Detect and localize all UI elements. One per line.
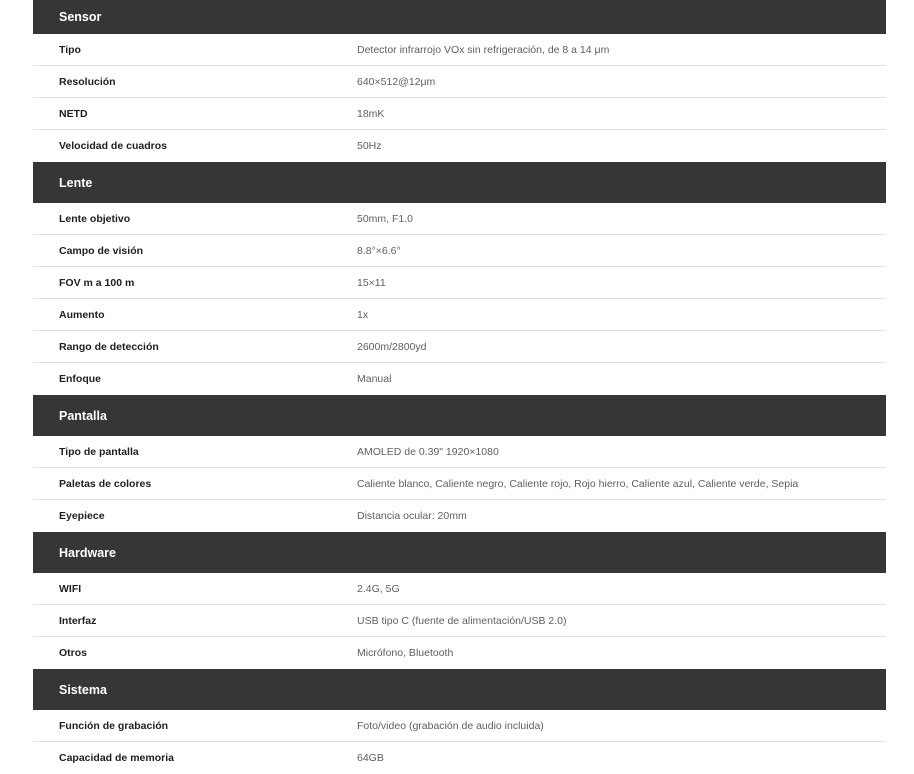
spec-row [33, 66, 886, 98]
spec-row [33, 98, 886, 130]
spec-label: Paletas de colores [59, 477, 152, 490]
spec-label: Enfoque [59, 373, 101, 385]
spec-row [33, 742, 886, 774]
spec-value: 2.4G, 5G [357, 582, 400, 595]
section-header-sensor [33, 0, 886, 34]
spec-value: 50Hz [357, 140, 382, 152]
spec-row [33, 34, 886, 66]
spec-value: 18mK [357, 107, 385, 120]
spec-label: Tipo [59, 43, 81, 56]
spec-value: 8.8°×6.6° [357, 244, 401, 257]
spec-row [33, 436, 886, 468]
section-title: Sensor [59, 10, 102, 24]
section-header-lente [33, 162, 886, 203]
spec-label: Interfaz [59, 614, 97, 627]
spec-value: 1x [357, 308, 369, 321]
spec-row [33, 500, 886, 532]
spec-label: Resolución [59, 75, 116, 88]
spec-row [33, 331, 886, 363]
spec-value: USB tipo C (fuente de alimentación/USB 2.0) [357, 614, 567, 627]
spec-label: Otros [59, 647, 88, 659]
spec-label: Capacidad de memoria [59, 752, 174, 764]
section-header-pantalla [33, 395, 886, 436]
spec-label: Función de grabación [59, 719, 169, 732]
spec-value: Caliente blanco, Caliente negro, Caliente rojo, Rojo hierro, Caliente azul, Caliente verde, Sepia [357, 477, 799, 490]
section-title: Sistema [59, 682, 107, 697]
spec-label: Eyepiece [59, 510, 105, 522]
spec-value: 15×11 [357, 276, 386, 289]
spec-value: Foto/video (grabación de audio incluida) [357, 719, 544, 732]
section-header-hardware [33, 532, 886, 573]
spec-label: NETD [59, 107, 88, 120]
spec-value: 64GB [357, 752, 384, 764]
spec-label: WIFI [59, 582, 82, 595]
spec-label: FOV m a 100 m [59, 276, 135, 289]
spec-value: 640×512@12μm [357, 75, 436, 88]
spec-value: AMOLED de 0.39" 1920×1080 [357, 445, 499, 458]
spec-row [33, 203, 886, 235]
spec-label: Campo de visión [59, 244, 144, 257]
section-header-sistema [33, 669, 886, 710]
spec-value: 2600m/2800yd [357, 340, 427, 353]
spec-label: Lente objetivo [59, 212, 131, 225]
spec-row [33, 299, 886, 331]
spec-row [33, 468, 886, 500]
section-title: Pantalla [59, 408, 107, 423]
spec-value: Distancia ocular: 20mm [357, 510, 467, 522]
spec-label: Tipo de pantalla [59, 445, 139, 458]
spec-row [33, 363, 886, 395]
spec-row [33, 235, 886, 267]
spec-label: Rango de detección [59, 340, 159, 353]
section-title: Hardware [59, 545, 116, 560]
spec-row [33, 267, 886, 299]
spec-row [33, 130, 886, 162]
spec-row [33, 710, 886, 742]
spec-row [33, 573, 886, 605]
spec-row [33, 605, 886, 637]
spec-label: Aumento [59, 308, 105, 321]
section-title: Lente [59, 175, 93, 190]
spec-value: Manual [357, 373, 392, 385]
spec-label: Velocidad de cuadros [59, 140, 167, 152]
spec-value: Detector infrarrojo VOx sin refrigeración, de 8 a 14 μm [357, 43, 610, 56]
spec-value: 50mm, F1.0 [357, 212, 414, 225]
spec-table [33, 0, 886, 774]
spec-row [33, 637, 886, 669]
spec-value: Micrófono, Bluetooth [357, 647, 454, 659]
